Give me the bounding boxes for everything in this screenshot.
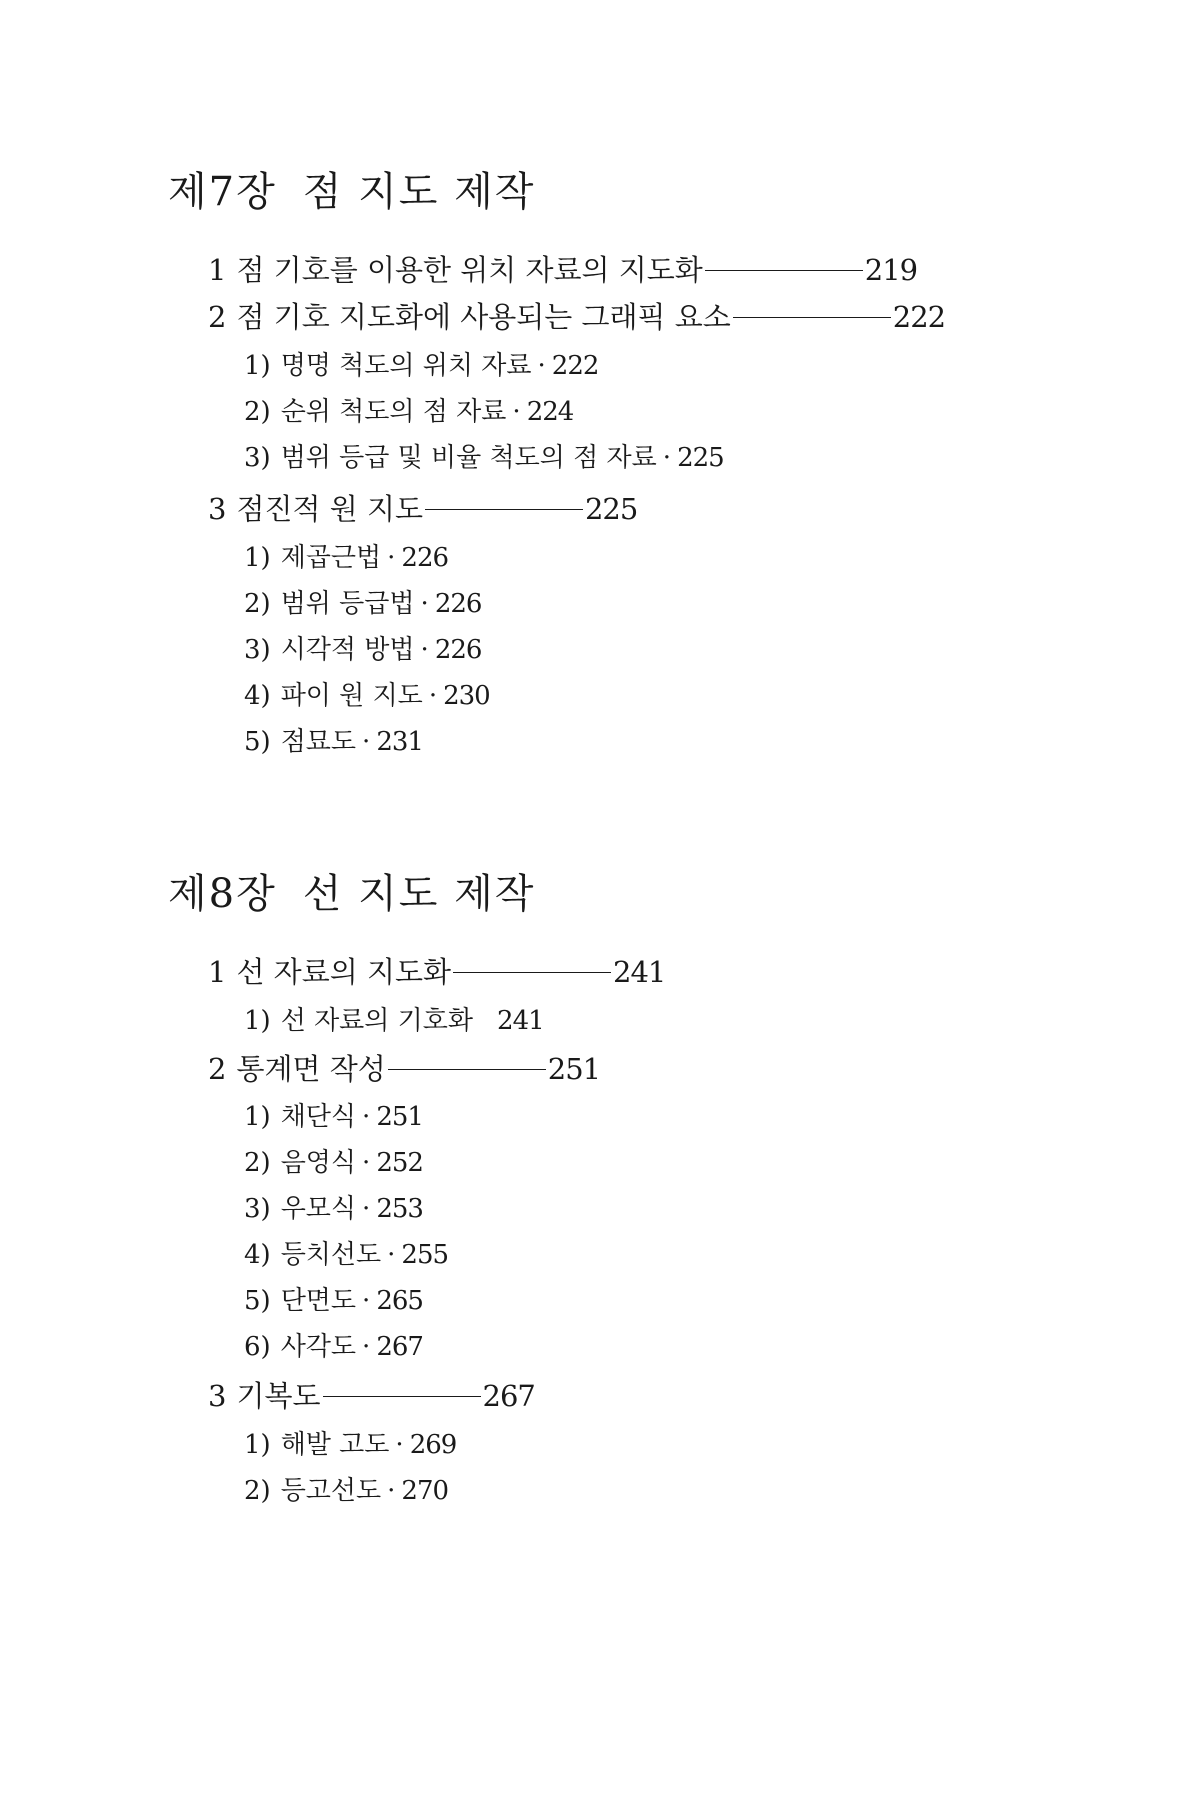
toc-subsection-8-3-2[interactable] bbox=[244, 1470, 448, 1507]
toc-subsection-8-2-3[interactable] bbox=[244, 1188, 423, 1225]
subsection-number: 3) bbox=[244, 635, 271, 665]
chapter-number: 제7장 bbox=[168, 169, 277, 215]
subsection-number: 1) bbox=[244, 1430, 271, 1460]
toc-section-7-2[interactable] bbox=[208, 295, 945, 336]
toc-subsection-8-1-1[interactable] bbox=[244, 1000, 544, 1037]
chapter-title: 선 지도 제작 bbox=[302, 871, 536, 917]
separator-dot: · bbox=[362, 1332, 371, 1362]
toc-subsection-7-3-4[interactable] bbox=[244, 675, 490, 712]
dot-leader bbox=[388, 1069, 546, 1070]
page-number: 226 bbox=[434, 635, 482, 665]
page-number: 251 bbox=[547, 1052, 601, 1086]
subsection-number: 1) bbox=[244, 543, 271, 573]
toc-section-7-3[interactable] bbox=[208, 487, 637, 528]
section-number: 1 bbox=[208, 253, 227, 287]
section-number: 3 bbox=[208, 1379, 227, 1413]
subsection-number: 5) bbox=[244, 1286, 271, 1316]
separator-dot: · bbox=[387, 1476, 396, 1506]
subsection-title: 범위 등급 및 비율 척도의 점 자료 bbox=[280, 443, 657, 473]
toc-section-8-3[interactable] bbox=[208, 1374, 535, 1415]
section-title: 점진적 원 지도 bbox=[236, 492, 423, 526]
subsection-number: 4) bbox=[244, 1240, 271, 1270]
subsection-number: 5) bbox=[244, 727, 271, 757]
dot-leader bbox=[323, 1396, 481, 1397]
page-number: 222 bbox=[551, 351, 599, 381]
separator-dot: · bbox=[362, 1102, 371, 1132]
separator-dot: · bbox=[512, 397, 521, 427]
separator-dot: · bbox=[428, 681, 438, 711]
separator-dot: · bbox=[537, 351, 546, 381]
page-number: 231 bbox=[376, 727, 423, 757]
page-number: 222 bbox=[892, 300, 946, 334]
toc-subsection-8-2-4[interactable] bbox=[244, 1234, 448, 1271]
page-number: 252 bbox=[376, 1148, 423, 1178]
page-number: 267 bbox=[482, 1379, 535, 1413]
page-number: 241 bbox=[613, 955, 666, 989]
toc-subsection-8-2-1[interactable] bbox=[244, 1096, 423, 1133]
toc-subsection-7-3-2[interactable] bbox=[244, 583, 481, 620]
separator-dot: · bbox=[662, 443, 672, 473]
section-title: 기복도 bbox=[236, 1379, 321, 1413]
subsection-number: 3) bbox=[244, 443, 271, 473]
page-number: 253 bbox=[376, 1194, 423, 1224]
page-number: 269 bbox=[409, 1430, 457, 1460]
page-number: 251 bbox=[376, 1102, 423, 1132]
chapter-7-heading bbox=[168, 160, 535, 217]
separator-dot: · bbox=[362, 727, 371, 757]
chapter-title: 점 지도 제작 bbox=[302, 169, 536, 215]
dot-leader bbox=[425, 509, 583, 510]
separator-dot: · bbox=[420, 635, 429, 665]
page-number: 230 bbox=[443, 681, 490, 711]
page-number: 224 bbox=[526, 397, 574, 427]
page-number: 267 bbox=[376, 1332, 423, 1362]
page-number: 226 bbox=[434, 589, 482, 619]
page-number: 226 bbox=[401, 543, 449, 573]
subsection-title: 명명 척도의 위치 자료 bbox=[280, 351, 532, 381]
section-number: 1 bbox=[208, 955, 227, 989]
section-title: 점 기호 지도화에 사용되는 그래픽 요소 bbox=[236, 300, 731, 334]
subsection-title: 채단식 bbox=[280, 1102, 357, 1132]
subsection-title: 범위 등급법 bbox=[280, 589, 415, 619]
subsection-title: 우모식 bbox=[280, 1194, 357, 1224]
section-number: 3 bbox=[208, 492, 227, 526]
separator-dot: · bbox=[362, 1148, 371, 1178]
subsection-title: 제곱근법 bbox=[280, 543, 382, 573]
separator-dot: · bbox=[395, 1430, 404, 1460]
subsection-title: 선 자료의 기호화 bbox=[280, 1006, 474, 1036]
page-number: 241 bbox=[497, 1006, 544, 1036]
toc-subsection-7-3-1[interactable] bbox=[244, 537, 448, 574]
subsection-title: 시각적 방법 bbox=[280, 635, 415, 665]
page-number: 255 bbox=[401, 1240, 449, 1270]
separator-dot: · bbox=[420, 589, 429, 619]
section-number: 2 bbox=[208, 300, 227, 334]
subsection-number: 2) bbox=[244, 1476, 271, 1506]
toc-section-7-1[interactable] bbox=[208, 248, 917, 289]
toc-subsection-7-2-2[interactable] bbox=[244, 391, 573, 428]
toc-subsection-7-3-3[interactable] bbox=[244, 629, 481, 666]
page-number: 219 bbox=[864, 253, 918, 287]
subsection-number: 2) bbox=[244, 397, 271, 427]
separator-dot: · bbox=[362, 1194, 371, 1224]
subsection-title: 단면도 bbox=[280, 1286, 357, 1316]
section-title: 선 자료의 지도화 bbox=[236, 955, 451, 989]
page-number: 225 bbox=[677, 443, 724, 473]
subsection-number: 4) bbox=[244, 681, 271, 711]
subsection-title: 순위 척도의 점 자료 bbox=[280, 397, 507, 427]
toc-subsection-7-3-5[interactable] bbox=[244, 721, 423, 758]
toc-subsection-8-2-6[interactable] bbox=[244, 1326, 423, 1363]
subsection-title: 사각도 bbox=[280, 1332, 357, 1362]
separator-dot: · bbox=[387, 543, 396, 573]
section-number: 2 bbox=[208, 1052, 227, 1086]
toc-subsection-8-3-1[interactable] bbox=[244, 1424, 456, 1461]
subsection-number: 2) bbox=[244, 589, 271, 619]
subsection-number: 6) bbox=[244, 1332, 271, 1362]
page-number: 270 bbox=[401, 1476, 449, 1506]
toc-subsection-7-2-1[interactable] bbox=[244, 345, 598, 382]
subsection-title: 점묘도 bbox=[280, 727, 357, 757]
section-title: 점 기호를 이용한 위치 자료의 지도화 bbox=[236, 253, 703, 287]
toc-subsection-8-2-5[interactable] bbox=[244, 1280, 423, 1317]
chapter-8-heading bbox=[168, 862, 535, 919]
subsection-title: 등치선도 bbox=[280, 1240, 382, 1270]
toc-subsection-8-2-2[interactable] bbox=[244, 1142, 423, 1179]
dot-leader bbox=[705, 270, 863, 271]
dot-leader bbox=[733, 317, 891, 318]
dot-leader bbox=[453, 972, 611, 973]
separator-dot: · bbox=[362, 1286, 371, 1316]
toc-section-8-1[interactable] bbox=[208, 950, 665, 991]
subsection-number: 1) bbox=[244, 351, 271, 381]
subsection-number: 2) bbox=[244, 1148, 271, 1178]
subsection-number: 1) bbox=[244, 1102, 271, 1132]
subsection-number: 3) bbox=[244, 1194, 271, 1224]
subsection-title: 파이 원 지도 bbox=[280, 681, 423, 711]
chapter-number: 제8장 bbox=[168, 871, 277, 917]
page-number: 225 bbox=[584, 492, 638, 526]
subsection-title: 등고선도 bbox=[280, 1476, 382, 1506]
page-number: 265 bbox=[376, 1286, 423, 1316]
subsection-number: 1) bbox=[244, 1006, 271, 1036]
separator-dot: · bbox=[387, 1240, 396, 1270]
toc-section-8-2[interactable] bbox=[208, 1047, 600, 1088]
subsection-title: 해발 고도 bbox=[280, 1430, 390, 1460]
toc-subsection-7-2-3[interactable] bbox=[244, 437, 724, 474]
subsection-title: 음영식 bbox=[280, 1148, 357, 1178]
section-title: 통계면 작성 bbox=[236, 1052, 386, 1086]
